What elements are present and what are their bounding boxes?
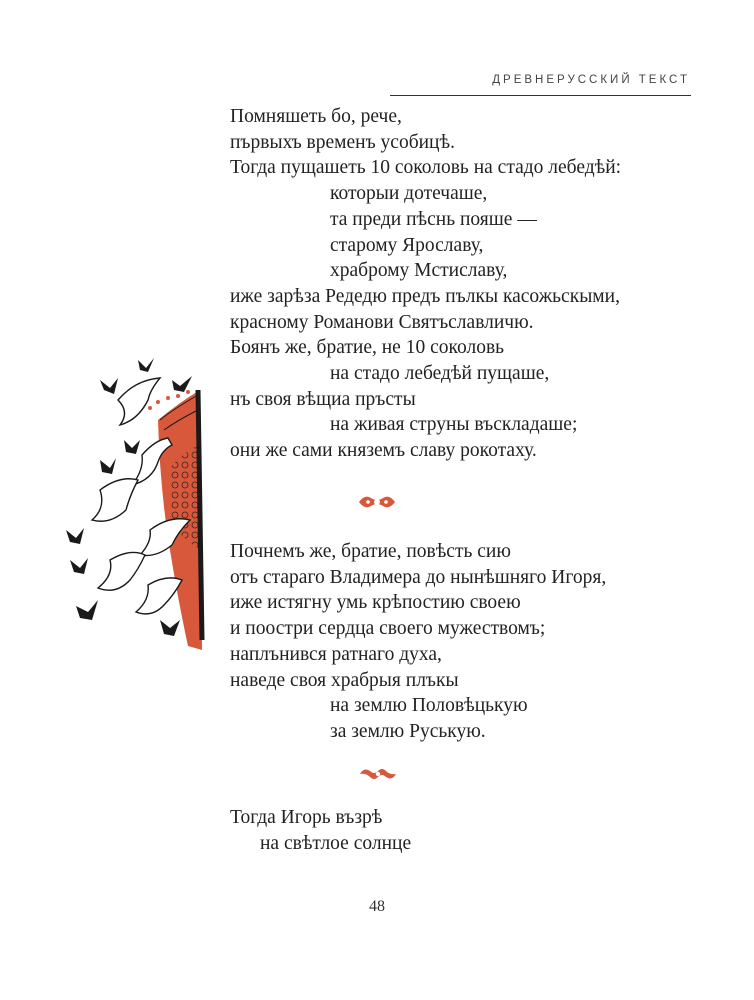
verse-line: наплънився ратнаго духа, bbox=[230, 643, 442, 665]
verse-line: красному Романови Святъславличю. bbox=[230, 311, 534, 333]
swallow-3 bbox=[172, 376, 192, 392]
verse-line: за землю Руськую. bbox=[330, 720, 486, 742]
swallow-5 bbox=[100, 458, 116, 474]
verse-line: Тогда пущашеть 10 соколовь на стадо лебедѣй: bbox=[230, 157, 622, 179]
ornament-divider bbox=[358, 765, 398, 783]
verse-line: и поостри сердца своего мужествомъ; bbox=[230, 618, 546, 640]
verse-line: наведе своя храбрыя плъкы bbox=[230, 669, 459, 691]
verse-line: Почнемъ же, братие, повѣсть сию bbox=[230, 541, 511, 562]
verse-line: которыи дотечаше, bbox=[330, 183, 488, 205]
verse-line: на свѣтлое солнце bbox=[260, 832, 412, 854]
swallow-7 bbox=[70, 558, 88, 574]
verse-line: нъ своя вѣщиа пръсты bbox=[230, 388, 416, 410]
ornament-divider bbox=[357, 492, 397, 512]
swan-3 bbox=[92, 479, 138, 522]
verse-line: отъ стараго Владимера до нынѣшняго Игоря, bbox=[230, 566, 607, 588]
swallow-8 bbox=[76, 600, 98, 620]
verse-line: Помняшеть бо, рече, bbox=[230, 106, 402, 127]
swallow-6 bbox=[66, 528, 84, 544]
verse-line: храброму Мстиславу, bbox=[330, 260, 508, 282]
swan-5 bbox=[98, 552, 145, 590]
swallow-9 bbox=[160, 620, 180, 636]
stanza-2 bbox=[230, 539, 606, 745]
header-rule bbox=[390, 95, 691, 96]
verse-line: на стадо лебедѣй пущаше, bbox=[330, 363, 550, 385]
verse-line: иже истягну умь крѣпостию своею bbox=[230, 592, 521, 614]
swans-illustration bbox=[60, 350, 220, 650]
stanza-1 bbox=[230, 104, 621, 464]
verse-line: първыхъ временъ усобицѣ. bbox=[230, 131, 455, 153]
verse-line: старому Ярославу, bbox=[330, 234, 484, 256]
verse-line: на землю Половѣцькую bbox=[330, 695, 528, 717]
swan-6 bbox=[136, 578, 182, 614]
running-head: ДРЕВНЕРУССКИЙ ТЕКСТ bbox=[492, 74, 690, 86]
swallow-4 bbox=[124, 440, 140, 454]
verse-line: та преди пѣснь пояше — bbox=[330, 208, 537, 230]
page-number: 48 bbox=[369, 898, 385, 915]
verse-line: Боянъ же, братие, не 10 соколовь bbox=[230, 337, 505, 359]
stanza-3 bbox=[230, 805, 411, 856]
verse-line: они же сами княземъ славу рокотаху. bbox=[230, 440, 537, 462]
swallow-1 bbox=[138, 358, 154, 372]
verse-line: на живая струны въскладаше; bbox=[330, 414, 578, 436]
swan-1 bbox=[118, 378, 160, 425]
verse-line: Тогда Игорь възрѣ bbox=[230, 807, 383, 828]
swallow-2 bbox=[100, 378, 118, 394]
verse-line: иже зарѣза Редедю предъ пълкы касожьскыми, bbox=[230, 285, 620, 307]
